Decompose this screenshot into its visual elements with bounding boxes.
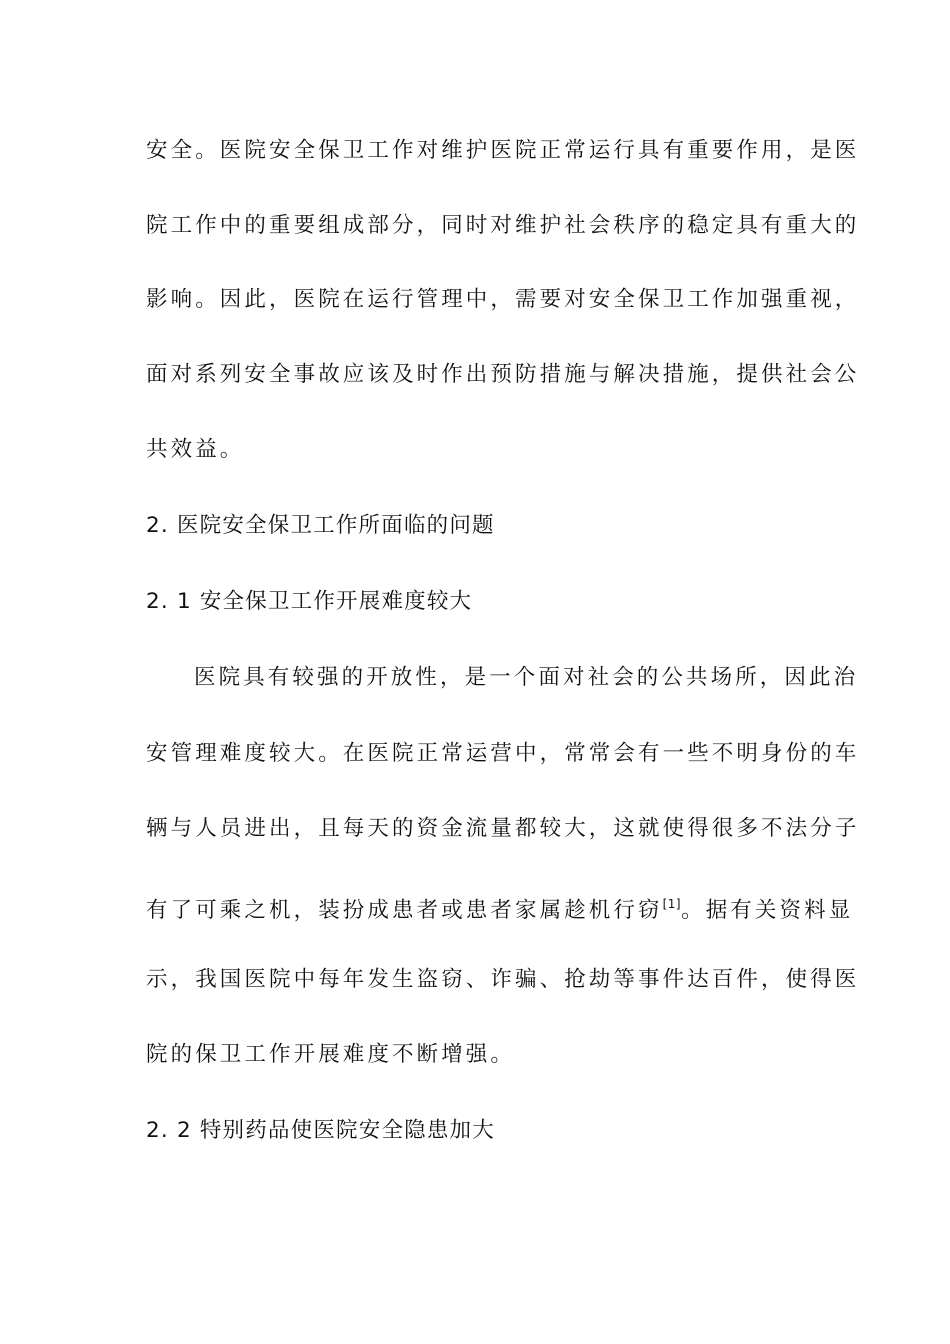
intro-line-5: 共效益。	[146, 437, 245, 462]
section-2-2-heading: 2. 2 特别药品使医院安全隐患加大	[146, 1118, 495, 1143]
intro-line-4: 面对系列安全事故应该及时作出预防措施与解决措施，提供社会公	[146, 362, 860, 387]
intro-line-2: 院工作中的重要组成部分，同时对维护社会秩序的稳定具有重大的	[146, 213, 860, 238]
intro-line-1: 安全。医院安全保卫工作对维护医院正常运行具有重要作用，是医	[146, 138, 860, 163]
section-2-1-heading: 2. 1 安全保卫工作开展难度较大	[146, 589, 473, 614]
s21-line-6: 院的保卫工作开展难度不断增强。	[146, 1042, 516, 1067]
s21-line-4	[146, 884, 854, 924]
s21-line-3: 辆与人员进出，且每天的资金流量都较大，这就使得很多不法分子	[146, 816, 860, 841]
section-2-heading: 2. 医院安全保卫工作所面临的问题	[146, 513, 495, 538]
citation-reference: [1]	[662, 897, 682, 911]
s21-line-5: 示，我国医院中每年发生盗窃、诈骗、抢劫等事件达百件，使得医	[146, 967, 860, 992]
s21-line-4-tail: 。据有关资料显	[681, 898, 854, 923]
intro-line-3: 影响。因此，医院在运行管理中，需要对安全保卫工作加强重视，	[146, 287, 860, 312]
s21-line-4-text: 有了可乘之机，装扮成患者或患者家属趁机行窃	[146, 898, 663, 923]
s21-line-2: 安管理难度较大。在医院正常运营中，常常会有一些不明身份的车	[146, 741, 860, 766]
s21-line-1: 医院具有较强的开放性，是一个面对社会的公共场所，因此治	[194, 665, 859, 690]
